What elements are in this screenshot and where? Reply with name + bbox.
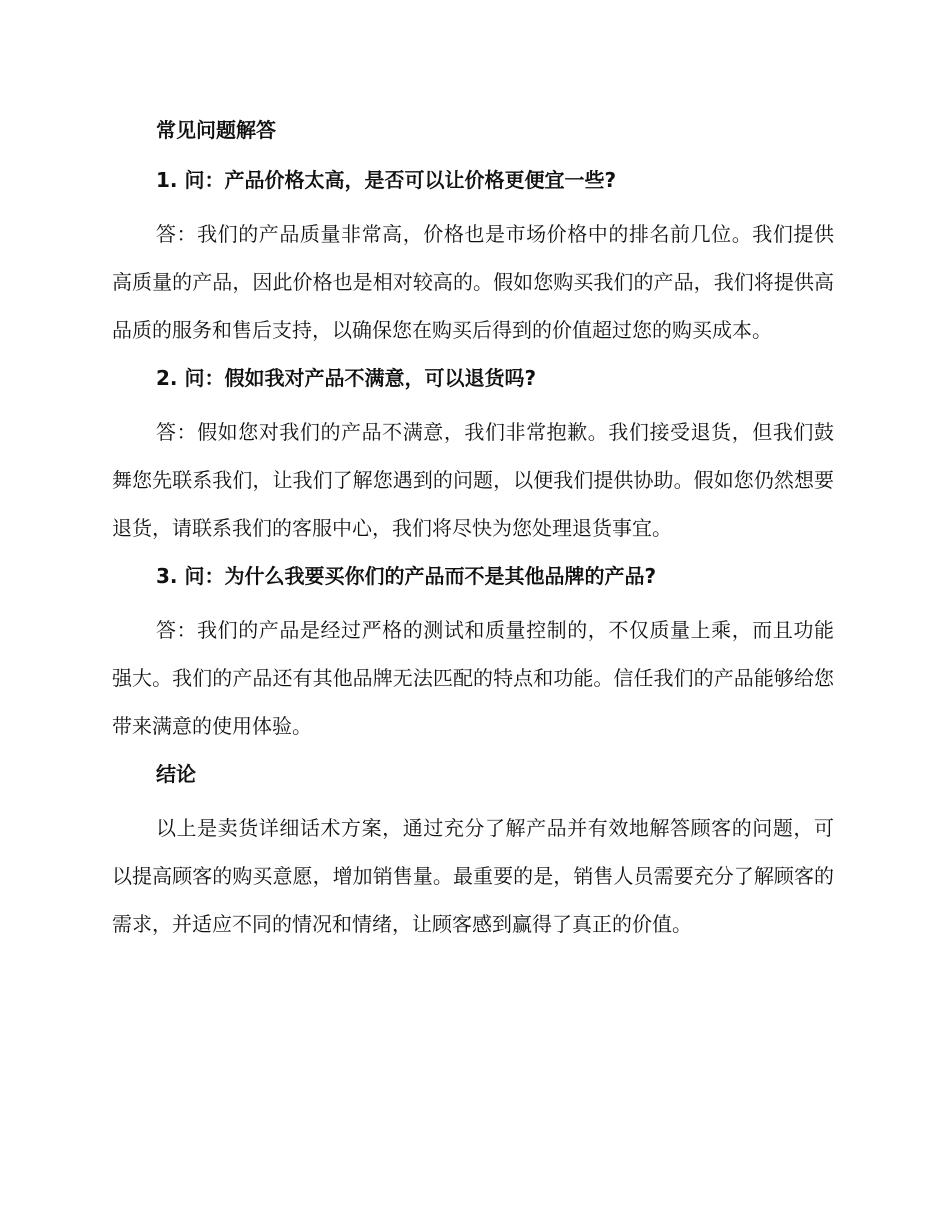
faq-answer: 答：假如您对我们的产品不满意，我们非常抱歉。我们接受退货，但我们鼓舞您先联系我们，让我们了解您遇到的问题，以便我们提供协助。假如您仍然想要退货，请联系我们的客服中心，我们将尽快为您处理退货事宜。 bbox=[112, 420, 834, 540]
faq-question: 2. 问：假如我对产品不满意，可以退货吗? bbox=[156, 366, 537, 390]
faq-answer: 答：我们的产品质量非常高，价格也是市场价格中的排名前几位。我们提供高质量的产品，因此价格也是相对较高的。假如您购买我们的产品，我们将提供高品质的服务和售后支持，以确保您在购买后得到的价值超过您的购买成本。 bbox=[112, 222, 834, 342]
document-page bbox=[112, 110, 834, 952]
conclusion-body: 以上是卖货详细话术方案，通过充分了解产品并有效地解答顾客的问题，可以提高顾客的购买意愿，增加销售量。最重要的是，销售人员需要充分了解顾客的需求，并适应不同的情况和情绪，让顾客感到赢得了真正的价值。 bbox=[112, 816, 834, 936]
faq-answer: 答：我们的产品是经过严格的测试和质量控制的，不仅质量上乘，而且功能强大。我们的产品还有其他品牌无法匹配的特点和功能。信任我们的产品能够给您带来满意的使用体验。 bbox=[112, 618, 834, 738]
faq-question: 3. 问：为什么我要买你们的产品而不是其他品牌的产品? bbox=[156, 564, 657, 588]
faq-item bbox=[112, 556, 834, 750]
faq-item bbox=[112, 160, 834, 354]
conclusion-heading: 结论 bbox=[156, 762, 196, 786]
faq-heading: 常见问题解答 bbox=[156, 118, 276, 142]
faq-question: 1. 问：产品价格太高，是否可以让价格更便宜一些? bbox=[156, 168, 617, 192]
faq-item bbox=[112, 358, 834, 552]
